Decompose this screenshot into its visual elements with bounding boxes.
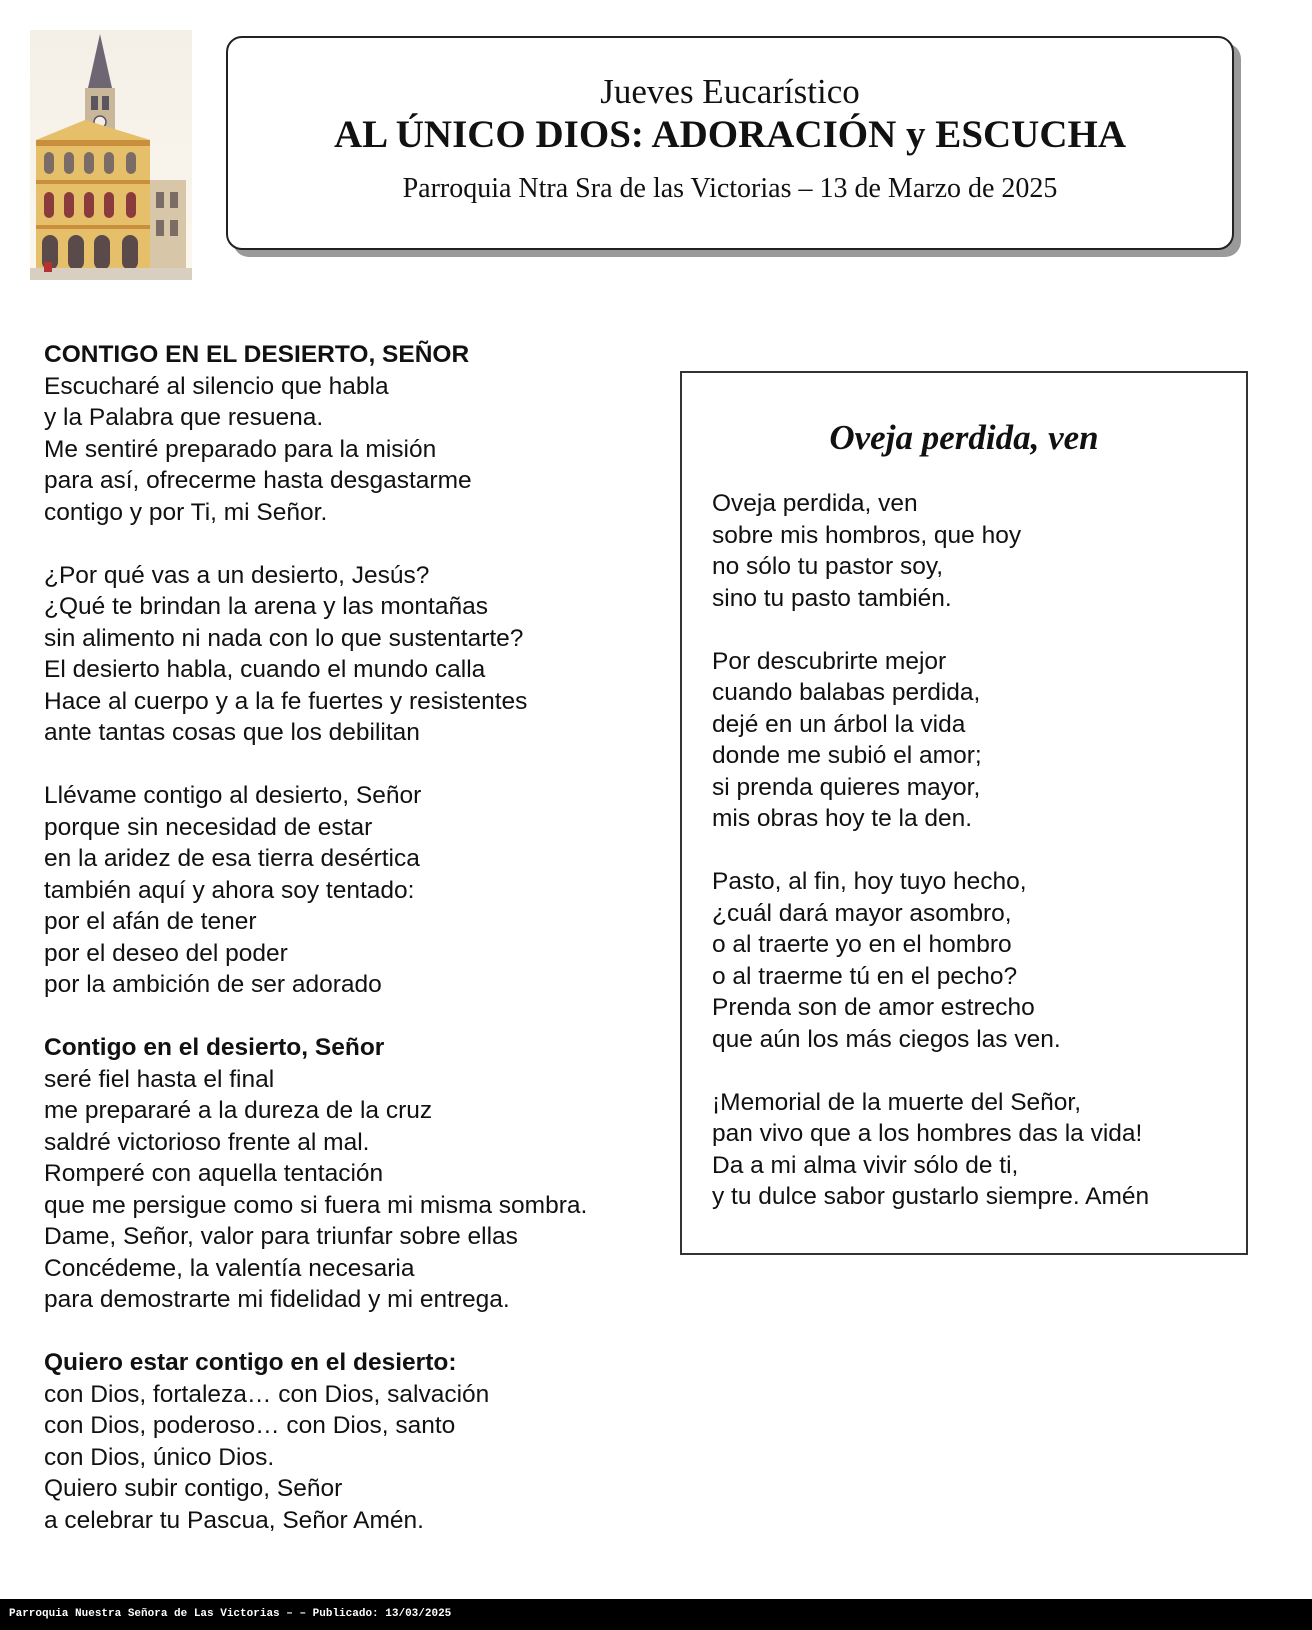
poem-line: sino tu pasto también. [712, 584, 952, 612]
poem-line: Prenda son de amor estrecho [712, 994, 1035, 1021]
prayer-line: saldré victorioso frente al mal. [44, 1128, 370, 1156]
prayer-line: Me sentiré preparado para la misión [44, 435, 437, 463]
footer-bar: Parroquia Nuestra Señora de Las Victorias – – Publicado: 13/03/2025 [0, 1599, 1312, 1630]
prayer-stanza [44, 560, 674, 749]
prayer-line: ¿Por qué vas a un desierto, Jesús? [44, 561, 430, 589]
poem-line: ¡Memorial de la muerte del Señor, [712, 1088, 1082, 1116]
prayer-line: Concédeme, la valentía necesaria [44, 1254, 415, 1282]
poem-line: sobre mis hombros, que hoy [712, 521, 1022, 549]
prayer-stanza [44, 1032, 674, 1316]
poem-box [680, 371, 1248, 1255]
poem-line: Pasto, al fin, hoy tuyo hecho, [712, 868, 1027, 895]
prayer-line: ante tantas cosas que los debilitan [44, 719, 420, 746]
prayer-line: también aquí y ahora soy tentado: [44, 876, 415, 904]
prayer-line: con Dios, único Dios. [44, 1443, 275, 1471]
prayer-line: sin alimento ni nada con lo que sustentarte? [44, 624, 524, 652]
stanza-heading: Contigo en el desierto, Señor [44, 1034, 385, 1061]
poem-line: o al traerte yo en el hombro [712, 931, 1012, 958]
prayer-line: a celebrar tu Pascua, Señor Amén. [44, 1506, 424, 1534]
prayer-line: El desierto habla, cuando el mundo calla [44, 656, 486, 683]
header-parish-date: Parroquia Ntra Sra de las Victorias – 13 de Marzo de 2025 [402, 173, 1058, 204]
prayer-line: en la aridez de esa tierra desértica [44, 845, 420, 872]
prayer-column [44, 339, 674, 1568]
prayer-line: que me persigue como si fuera mi misma sombra. [44, 1191, 588, 1219]
poem-line: que aún los más ciegos las ven. [712, 1025, 1061, 1053]
prayer-line: Dame, Señor, valor para triunfar sobre ellas [44, 1223, 518, 1250]
prayer-line: por el deseo del poder [44, 939, 288, 967]
poem-line: no sólo tu pastor soy, [712, 553, 944, 580]
prayer-line: y la Palabra que resuena. [44, 404, 324, 431]
prayer-line: por el afán de tener [44, 908, 257, 935]
prayer-line: porque sin necesidad de estar [44, 813, 373, 841]
poem-line: ¿cuál dará mayor asombro, [712, 899, 1012, 927]
poem-stanza [712, 488, 1232, 614]
poem-body [712, 488, 1232, 1244]
prayer-line: Hace al cuerpo y a la fe fuertes y resistentes [44, 687, 528, 715]
prayer-line: Llévame contigo al desierto, Señor [44, 782, 422, 809]
poem-line: si prenda quieres mayor, [712, 773, 981, 801]
prayer-stanza [44, 1347, 674, 1536]
prayer-line: seré fiel hasta el final [44, 1065, 275, 1093]
prayer-stanza [44, 780, 674, 1001]
prayer-line: por la ambición de ser adorado [44, 971, 382, 998]
poem-line: Oveja perdida, ven [712, 490, 918, 517]
poem-stanza [712, 866, 1232, 1055]
prayer-line: Escucharé al silencio que habla [44, 372, 389, 400]
prayer-line: ¿Qué te brindan la arena y las montañas [44, 593, 488, 620]
poem-stanza [712, 646, 1232, 835]
church-illustration [30, 30, 192, 280]
prayer-line: con Dios, fortaleza… con Dios, salvación [44, 1380, 490, 1408]
poem-line: cuando balabas perdida, [712, 679, 981, 706]
prayer-line: me prepararé a la dureza de la cruz [44, 1097, 433, 1124]
poem-line: o al traerme tú en el pecho? [712, 962, 1018, 990]
stanza-heading: CONTIGO EN EL DESIERTO, SEÑOR [44, 341, 470, 368]
prayer-line: para así, ofrecerme hasta desgastarme [44, 467, 472, 494]
poem-line: pan vivo que a los hombres das la vida! [712, 1120, 1143, 1147]
prayer-line: Romperé con aquella tentación [44, 1160, 384, 1187]
header-box [226, 36, 1234, 250]
stanza-heading: Quiero estar contigo en el desierto: [44, 1349, 457, 1376]
header-title: AL ÚNICO DIOS: ADORACIÓN y ESCUCHA [333, 113, 1127, 156]
poem-line: dejé en un árbol la vida [712, 710, 966, 738]
poem-stanza [712, 1087, 1232, 1213]
poem-title: Oveja perdida, ven [829, 418, 1099, 457]
header-subtitle: Jueves Eucarístico [600, 72, 860, 111]
prayer-line: contigo y por Ti, mi Señor. [44, 498, 328, 526]
poem-line: Da a mi alma vivir sólo de ti, [712, 1151, 1019, 1179]
prayer-line: Quiero subir contigo, Señor [44, 1475, 343, 1502]
prayer-line: para demostrarte mi fidelidad y mi entrega. [44, 1286, 510, 1313]
prayer-line: con Dios, poderoso… con Dios, santo [44, 1412, 456, 1439]
poem-line: y tu dulce sabor gustarlo siempre. Amén [712, 1183, 1150, 1210]
poem-line: donde me subió el amor; [712, 742, 982, 769]
poem-line: mis obras hoy te la den. [712, 805, 973, 832]
prayer-stanza [44, 339, 674, 528]
poem-line: Por descubrirte mejor [712, 647, 947, 675]
